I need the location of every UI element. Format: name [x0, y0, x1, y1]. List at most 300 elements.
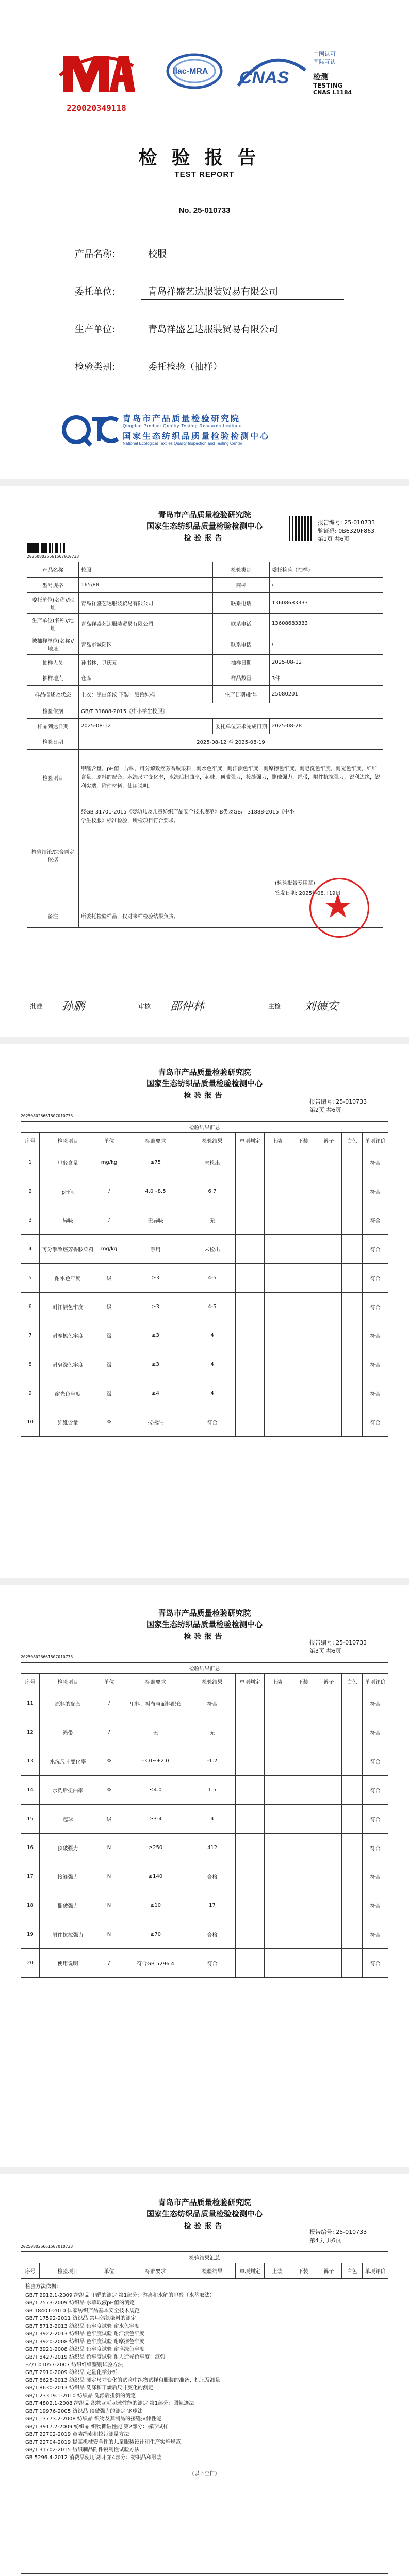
- column-header: 单项判定: [236, 1674, 265, 1689]
- field-label: 产品名称:: [75, 249, 116, 260]
- table-cell: [316, 1235, 342, 1264]
- table-cell: [316, 1862, 342, 1891]
- table-cell: 412: [189, 1834, 236, 1862]
- table-cell: 无: [189, 1206, 236, 1235]
- table-cell: 检验结论/综合判定依据: [27, 806, 79, 904]
- table-cell: 校服: [79, 562, 213, 578]
- table-cell: [342, 1747, 363, 1776]
- table-cell: 检验依据: [27, 703, 79, 719]
- table-row: [21, 1177, 388, 1206]
- table-cell: 按标注: [122, 1408, 189, 1437]
- table-cell: 附件抗拉强力: [40, 1920, 96, 1949]
- table-cell: [342, 1235, 363, 1264]
- column-header: 裤子: [316, 2263, 342, 2279]
- table-cell: [236, 1776, 265, 1805]
- column-header: 单项评价: [363, 1674, 388, 1689]
- table-cell: 符合: [363, 1747, 388, 1776]
- table-row: [27, 578, 383, 593]
- table-cell: [316, 1805, 342, 1834]
- column-header: 检验项目: [40, 2263, 96, 2279]
- table-cell: [342, 1408, 363, 1437]
- column-header: 序号: [21, 1674, 40, 1689]
- table-cell: 未检出: [189, 1235, 236, 1264]
- table-header-row: [21, 1133, 388, 1148]
- table-cell: [265, 1747, 290, 1776]
- table-cell: 起球: [40, 1805, 96, 1834]
- table-cell: 符合: [363, 1206, 388, 1235]
- table-cell: 联系电话: [213, 593, 270, 614]
- table-cell: 生产日期/批号: [213, 686, 270, 703]
- table-header-row: [21, 1674, 388, 1689]
- results-body: [21, 1148, 388, 1437]
- table-title-row: [21, 2252, 388, 2263]
- table-cell: mg/kg: [96, 1235, 122, 1264]
- table-cell: 12: [21, 1718, 40, 1747]
- table-row: [21, 1776, 388, 1805]
- table-cell: 8: [21, 1350, 40, 1379]
- table-cell: 委托单位(名称)/地址: [27, 593, 79, 614]
- results-body: [21, 1689, 388, 1978]
- column-header: 裤子: [316, 1674, 342, 1689]
- standard-item: GB/T 31702-2015 纺织制品附件锐利性试验方法: [25, 2447, 140, 2453]
- table-cell: ≤4.0: [122, 1776, 189, 1805]
- table-cell: [265, 1834, 290, 1862]
- table-cell: 检验项目: [27, 750, 79, 806]
- table-cell: 产品名称: [27, 562, 79, 578]
- table-cell: N: [96, 1834, 122, 1862]
- column-header: 上装: [265, 1133, 290, 1148]
- table-cell: 抽样日期: [213, 655, 270, 670]
- table-cell: [290, 1206, 316, 1235]
- table-cell: 6.7: [189, 1177, 236, 1206]
- cnas-sub4: TESTING: [313, 82, 343, 89]
- table-cell: [316, 1891, 342, 1920]
- table-row: [21, 1293, 388, 1321]
- table-cell: 1: [21, 1148, 40, 1177]
- table-cell: 符合: [363, 1177, 388, 1206]
- table-cell: [236, 1264, 265, 1293]
- table-cell: [316, 1949, 342, 1978]
- standard-item: GB/T 17592-2011 纺织品 禁用偶氮染料的测定: [25, 2316, 136, 2321]
- report-header: 检验报告: [184, 534, 225, 543]
- table-row: [21, 1689, 388, 1718]
- center-header: 国家生态纺织品质量检验检测中心: [146, 521, 263, 531]
- standard-item: GB/T 22702-2019 童装绳索和拉带测量方法: [25, 2432, 129, 2437]
- table-cell: [290, 1862, 316, 1891]
- field-label: 检验类别:: [75, 362, 116, 372]
- table-cell: /: [96, 1206, 122, 1235]
- issue-label: (检验报告专用章): [275, 880, 315, 886]
- table-cell: [236, 1805, 265, 1834]
- institute-header: 青岛市产品质量检验研究院: [158, 1608, 251, 1618]
- column-header: 裤子: [316, 1133, 342, 1148]
- barcode-text: 202508026661507010733: [21, 1655, 73, 1659]
- table-cell: [236, 1689, 265, 1718]
- table-cell: 抽样人员: [27, 655, 79, 670]
- qr-code: [289, 516, 314, 541]
- column-header: 单位: [96, 1133, 122, 1148]
- table-cell: 4: [189, 1805, 236, 1834]
- table-cell: [265, 1148, 290, 1177]
- table-cell: GB/T 31888-2015《中小学生校服》: [79, 703, 383, 719]
- column-header: 检验项目: [40, 1674, 96, 1689]
- table-cell: 符合: [363, 1805, 388, 1834]
- table-cell: [290, 1776, 316, 1805]
- table-cell: [316, 1834, 342, 1862]
- field-test-type: [75, 358, 343, 373]
- table-row: [27, 593, 383, 614]
- page-number: 第2页 共6页: [309, 1107, 341, 1113]
- table-cell: [316, 1718, 342, 1747]
- table-cell: /: [270, 578, 383, 593]
- table-row: [21, 1718, 388, 1747]
- table-cell: 合格: [189, 1920, 236, 1949]
- center-name-cn: 国家生态纺织品质量检验检测中心: [123, 431, 270, 441]
- table-cell: ≥250: [122, 1834, 189, 1862]
- table-cell: 25080201: [270, 686, 383, 703]
- table-cell: [236, 1321, 265, 1350]
- table-cell: 符合: [189, 1689, 236, 1718]
- table-cell: [236, 1206, 265, 1235]
- table-cell: [316, 1148, 342, 1177]
- table-cell: 5: [21, 1264, 40, 1293]
- table-cell: [236, 1718, 265, 1747]
- table-cell: [342, 1805, 363, 1834]
- table-cell: [290, 1920, 316, 1949]
- table-cell: [265, 1891, 290, 1920]
- table-cell: [290, 1293, 316, 1321]
- table-cell: [290, 1235, 316, 1264]
- table-cell: [265, 1949, 290, 1978]
- standard-item: GB/T 8630-2013 纺织品 洗涤和干燥后尺寸变化的测定: [25, 2385, 154, 2391]
- table-cell: ≥3: [122, 1264, 189, 1293]
- field-manufacturer: [75, 320, 343, 335]
- standard-item: GB/T 4802.1-2008 纺织品 织物起毛起球性能的测定 第1部分：圆轨迹法: [25, 2401, 194, 2406]
- table-cell: 17: [189, 1891, 236, 1920]
- table-cell: ≥3: [122, 1293, 189, 1321]
- standard-item: GB/T 23319.1-2010 纺织品 洗涤后扭斜的测定: [25, 2393, 136, 2399]
- table-cell: 7: [21, 1321, 40, 1350]
- cnas-sub1: 中国认可: [313, 50, 336, 57]
- table-cell: 16: [21, 1834, 40, 1862]
- table-cell: 4.0~8.5: [122, 1177, 189, 1206]
- standard-item: GB/T 3922-2013 纺织品 色牢度试验 耐汗渍色牢度: [25, 2331, 145, 2337]
- table-cell: 2: [21, 1177, 40, 1206]
- table-cell: 样品数量: [213, 670, 270, 686]
- table-cell: [316, 1379, 342, 1408]
- table-cell: [342, 1321, 363, 1350]
- table-cell: 级: [96, 1321, 122, 1350]
- table-cell: 检验日期: [27, 734, 79, 750]
- column-header: 标准要求: [122, 1674, 189, 1689]
- table-cell: 165/88: [79, 578, 213, 593]
- column-header: 上装: [265, 1674, 290, 1689]
- table-cell: [236, 1891, 265, 1920]
- table-cell: /: [96, 1177, 122, 1206]
- table-row: [21, 1747, 388, 1776]
- table-cell: 符合: [363, 1350, 388, 1379]
- table-cell: 4: [21, 1235, 40, 1264]
- table-cell: [290, 1177, 316, 1206]
- table-cell: 样品到达日期: [27, 719, 79, 734]
- table-cell: mg/kg: [96, 1148, 122, 1177]
- cnas-text: CNAS: [239, 68, 289, 88]
- table-cell: [290, 1350, 316, 1379]
- table-row: [27, 686, 383, 703]
- table-cell: [342, 1776, 363, 1805]
- blank-note: (以下空白): [192, 2471, 217, 2477]
- table-cell: 符合: [363, 1321, 388, 1350]
- standards-list: [25, 2292, 384, 2462]
- column-header: 标准要求: [122, 2263, 189, 2279]
- cma-logo: [58, 45, 135, 113]
- column-header: 下装: [290, 2263, 316, 2279]
- table-cell: 13608683333: [270, 614, 383, 634]
- table-cell: 异味: [40, 1206, 96, 1235]
- table-cell: 合格: [189, 1862, 236, 1891]
- table-cell: 符合: [363, 1148, 388, 1177]
- table-row: [21, 1321, 388, 1350]
- table-cell: ≥4: [122, 1379, 189, 1408]
- table-cell: 上衣：黑白条纹 下装：黑色纯棉: [79, 686, 213, 703]
- sig-review: 邵仲林: [170, 1000, 205, 1013]
- table-cell: 甲醛含量，pH值，异味，可分解致癌芳香胺染料，耐水色牢度，耐汗渍色牢度，耐摩擦色牢度，耐皂洗色牢度，耐光色牢度，纤维含量，原料的配套，水洗尺寸变化率，水洗后扭曲率，起球，顶破强力，接缝强力，撕破强力，绳带，附件抗拉强力，锐利边缘，锐利尖端，附件材料，使用说明。: [79, 750, 383, 806]
- table-cell: 17: [21, 1862, 40, 1891]
- table-row: [21, 1235, 388, 1264]
- official-stamp: [309, 878, 369, 938]
- table-cell: 符合: [363, 1264, 388, 1293]
- standard-item: GB/T 8427-2019 纺织品 色牢度试验 耐人造光色牢度：氙弧: [25, 2354, 166, 2360]
- table-cell: 符合: [363, 1408, 388, 1437]
- table-cell: 符合: [363, 1718, 388, 1747]
- table-cell: [265, 1321, 290, 1350]
- table-cell: 使用说明: [40, 1949, 96, 1978]
- table-cell: [265, 1718, 290, 1747]
- standard-item: GB/T 3917.2-2009 纺织品 织物撕破性能 第2部分：裤形试样: [25, 2424, 169, 2430]
- table-cell: 水洗尺寸变化率: [40, 1747, 96, 1776]
- table-cell: /: [96, 1689, 122, 1718]
- table-cell: [342, 1862, 363, 1891]
- table-cell: [290, 1379, 316, 1408]
- table-row: [21, 1805, 388, 1834]
- table-cell: ≥70: [122, 1920, 189, 1949]
- table-cell: 纤维含量: [40, 1408, 96, 1437]
- column-header: 单位: [96, 2263, 122, 2279]
- table-cell: [342, 1718, 363, 1747]
- cnas-sub3: 检测: [313, 72, 329, 81]
- table-cell: 样品描述及状态: [27, 686, 79, 703]
- table-cell: 符合: [363, 1689, 388, 1718]
- report-header: 检验报告: [184, 1633, 225, 1641]
- table-cell: /: [96, 1718, 122, 1747]
- table-cell: 原料的配套: [40, 1689, 96, 1718]
- table-cell: 级: [96, 1379, 122, 1408]
- page-separator: [0, 2167, 409, 2174]
- table-cell: 顶破强力: [40, 1834, 96, 1862]
- table-cell: [265, 1350, 290, 1379]
- table-cell: [316, 1776, 342, 1805]
- table-cell: 委托单位要求完成日期: [213, 719, 270, 734]
- table-cell: [236, 1235, 265, 1264]
- standards-title: 检验方法依据：: [25, 2284, 61, 2290]
- table-cell: 耐汗渍色牢度: [40, 1293, 96, 1321]
- standard-item: GB/T 22704-2019 提高机械安全性的儿童服装设计和生产实施规范: [25, 2439, 181, 2445]
- report-subtitle: TEST REPORT: [174, 170, 235, 179]
- table-cell: 生产单位(名称)/地址: [27, 614, 79, 634]
- column-header: 白色: [342, 1133, 363, 1148]
- table-title: 检验结果汇总: [21, 1122, 388, 1133]
- standard-item: GB/T 2912.1-2009 纺织品 甲醛的测定 第1部分：游离和水解的甲醛（水萃取法）: [25, 2293, 215, 2298]
- table-cell: 符合: [363, 1891, 388, 1920]
- table-cell: 符合: [189, 1949, 236, 1978]
- table-cell: 1.5: [189, 1776, 236, 1805]
- table-row: [21, 1949, 388, 1978]
- field-label: 生产单位:: [75, 324, 116, 335]
- page-separator: [0, 1037, 409, 1044]
- table-cell: 接缝强力: [40, 1862, 96, 1891]
- table-cell: [236, 1379, 265, 1408]
- table-row: [21, 1862, 388, 1891]
- standard-item: GB 5296.4-2012 消费品使用说明 第4部分：纺织品和服装: [25, 2455, 162, 2461]
- report-title: 检验报告: [138, 147, 271, 168]
- table-cell: 符合: [189, 1408, 236, 1437]
- table-title-row: [21, 1663, 388, 1674]
- standards-page: [0, 2174, 409, 2576]
- cma-code: 220020349118: [67, 103, 126, 113]
- certification-logos: [58, 45, 362, 117]
- column-header: 上装: [265, 2263, 290, 2279]
- sig-test: 刘德安: [304, 1000, 339, 1013]
- table-header-row: [21, 2263, 388, 2279]
- table-cell: [236, 1177, 265, 1206]
- table-row: [27, 703, 383, 719]
- table-cell: [290, 1891, 316, 1920]
- report-number: 报告编号: 25-010733: [309, 1098, 367, 1105]
- org-name-cn: 青岛市产品质量检验研究院: [123, 414, 241, 423]
- info-table: [27, 562, 383, 928]
- table-cell: 符合: [363, 1293, 388, 1321]
- table-cell: 水洗后扭曲率: [40, 1776, 96, 1805]
- table-cell: 符合: [363, 1379, 388, 1408]
- table-cell: 2025-08-12: [270, 655, 383, 670]
- table-cell: [236, 1747, 265, 1776]
- standard-item: GB/T 8628-2013 纺织品 测定尺寸变化的试验中织物试样和服装的准备、标记及测量: [25, 2378, 221, 2383]
- table-cell: [342, 1689, 363, 1718]
- table-cell: [265, 1293, 290, 1321]
- table-cell: [290, 1747, 316, 1776]
- table-cell: 被抽样单位(名称)/地址: [27, 634, 79, 655]
- table-row: [27, 750, 383, 806]
- table-cell: 2025-08-12 至 2025-08-19: [79, 734, 383, 750]
- table-cell: 2025-08-28: [270, 719, 383, 734]
- table-cell: [236, 1408, 265, 1437]
- table-cell: /: [96, 1949, 122, 1978]
- column-header: 白色: [342, 1674, 363, 1689]
- table-cell: [236, 1949, 265, 1978]
- table-cell: 符合: [363, 1949, 388, 1978]
- column-header: 检验结果: [189, 1674, 236, 1689]
- table-cell: 符合: [363, 1920, 388, 1949]
- table-cell: 委托检验（抽样）: [270, 562, 383, 578]
- table-row: [27, 634, 383, 655]
- table-cell: N: [96, 1891, 122, 1920]
- page-number: 第1页 共6页: [318, 536, 350, 543]
- standard-item: GB/T 7573-2009 纺织品 水萃取液pH值的测定: [25, 2300, 135, 2306]
- institute-header: 青岛市产品质量检验研究院: [158, 1067, 251, 1077]
- standard-item: GB/T 3920-2008 纺织品 色牢度试验 耐摩擦色牢度: [25, 2339, 145, 2345]
- table-cell: [342, 1293, 363, 1321]
- table-cell: 甲醛含量: [40, 1148, 96, 1177]
- table-cell: [342, 1834, 363, 1862]
- report-number: 报告编号: 25-010733: [318, 519, 375, 526]
- table-cell: [265, 1206, 290, 1235]
- table-cell: ≥3: [122, 1350, 189, 1379]
- table-cell: 未检出: [189, 1148, 236, 1177]
- table-cell: [316, 1206, 342, 1235]
- table-cell: 19: [21, 1920, 40, 1949]
- results-table: [21, 1662, 388, 1978]
- table-cell: 仓库: [79, 670, 213, 686]
- cnas-sub2: 国际互认: [313, 59, 336, 65]
- table-cell: 检验类别: [213, 562, 270, 578]
- table-cell: [236, 1148, 265, 1177]
- table-cell: 备注: [27, 904, 79, 928]
- table-cell: [265, 1920, 290, 1949]
- table-row: [21, 1379, 388, 1408]
- table-cell: [342, 1264, 363, 1293]
- table-cell: 18: [21, 1891, 40, 1920]
- table-cell: 10: [21, 1408, 40, 1437]
- table-cell: 青岛祥盛艺达服装贸易有限公司: [79, 593, 213, 614]
- table-title-row: [21, 1122, 388, 1133]
- table-cell: 11: [21, 1689, 40, 1718]
- table-row: [27, 655, 383, 670]
- institute-header: 青岛市产品质量检验研究院: [158, 2198, 251, 2207]
- organization-block: [62, 411, 351, 448]
- sig-review-label: 审核: [138, 1003, 151, 1010]
- table-row: [27, 614, 383, 634]
- table-cell: 9: [21, 1379, 40, 1408]
- table-cell: 4: [189, 1321, 236, 1350]
- sig-test-label: 主检: [268, 1003, 281, 1010]
- column-header: 下装: [290, 1674, 316, 1689]
- table-row: [21, 1920, 388, 1949]
- table-cell: /: [270, 634, 383, 655]
- cnas-number: CNAS L1184: [313, 89, 352, 96]
- report-number: No. 25-010733: [178, 206, 231, 215]
- table-row: [27, 719, 383, 734]
- column-header: 白色: [342, 2263, 363, 2279]
- table-cell: [316, 1350, 342, 1379]
- report-number: 报告编号: 25-010733: [309, 2229, 367, 2235]
- table-cell: 4: [189, 1350, 236, 1379]
- table-cell: 13608683333: [270, 593, 383, 614]
- column-header: 单项判定: [236, 2263, 265, 2279]
- standard-item: GB/T 3921-2008 纺织品 色牢度试验 耐皂洗色牢度: [25, 2347, 145, 2352]
- page-separator: [0, 1578, 409, 1585]
- table-cell: ≥3-4: [122, 1805, 189, 1834]
- table-cell: 青岛市城阳区: [79, 634, 213, 655]
- table-cell: %: [96, 1408, 122, 1437]
- table-cell: 联系电话: [213, 634, 270, 655]
- table-row: [27, 562, 383, 578]
- table-cell: [342, 1206, 363, 1235]
- column-header: 单项判定: [236, 1133, 265, 1148]
- field-value: 委托检验（抽样）: [141, 358, 344, 375]
- standard-item: GB 18401-2010 国家纺织产品基本安全技术规范: [25, 2308, 140, 2314]
- table-cell: 4-5: [189, 1293, 236, 1321]
- center-header: 国家生态纺织品质量检验检测中心: [146, 2209, 263, 2218]
